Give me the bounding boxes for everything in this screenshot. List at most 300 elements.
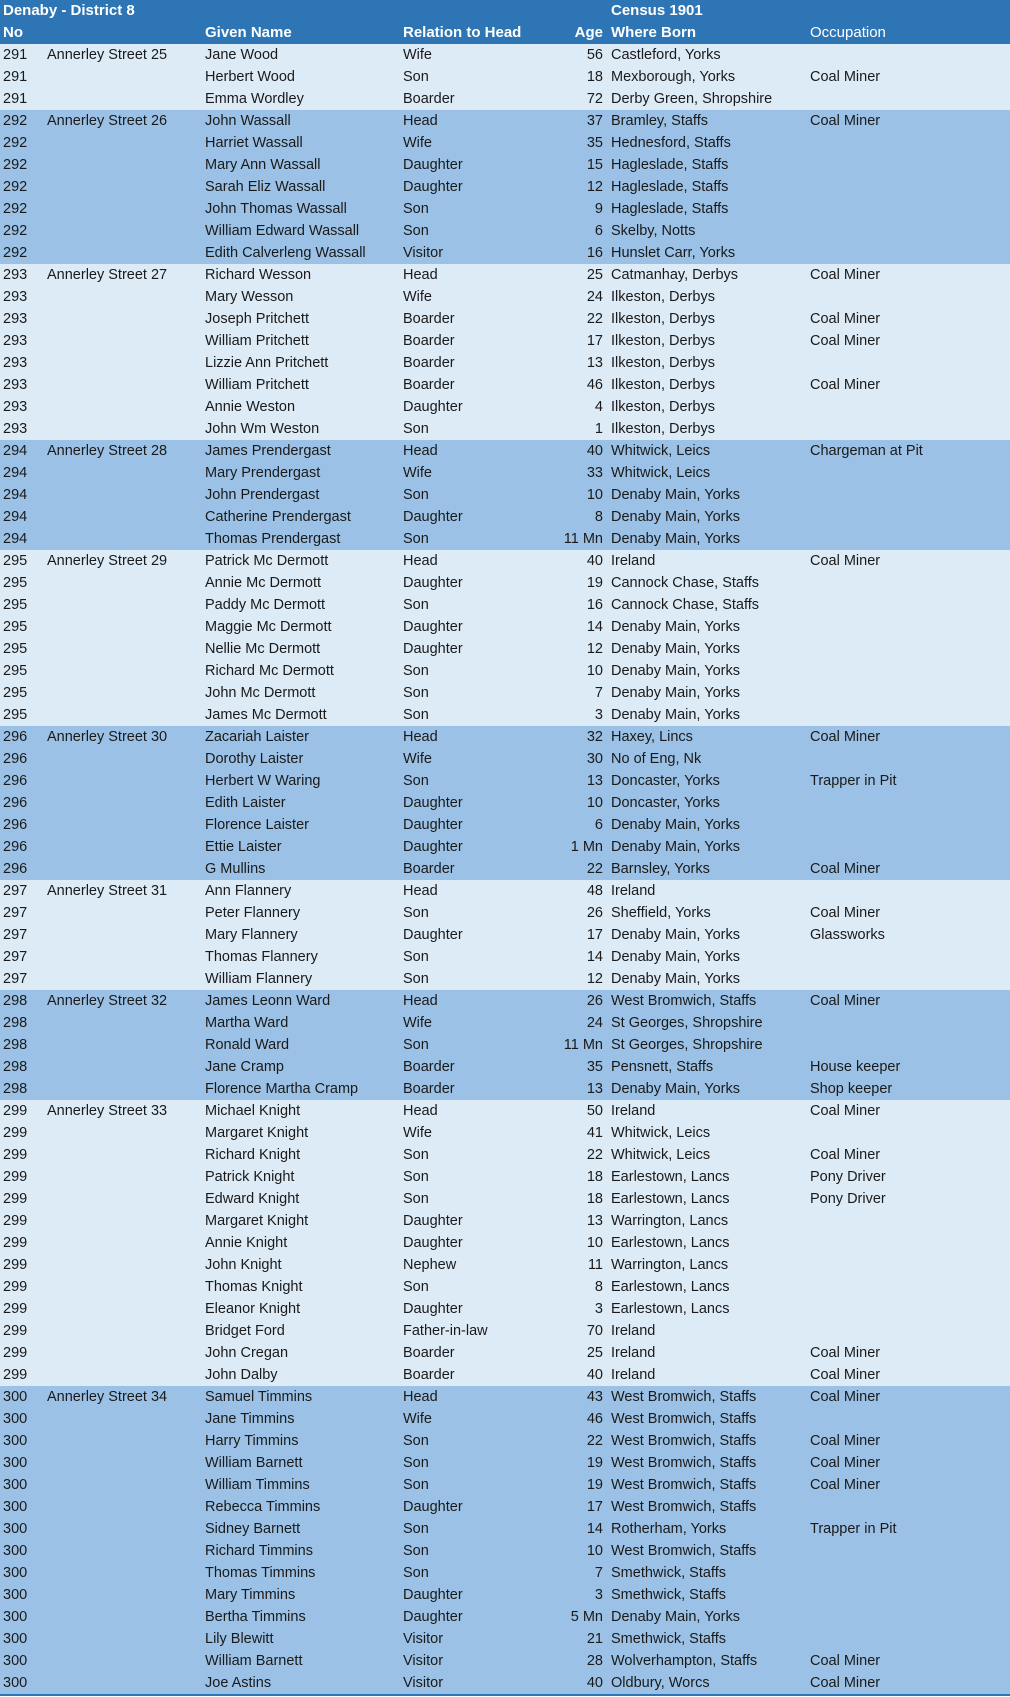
cell-no[interactable]: 298 — [3, 1059, 28, 1075]
cell-address[interactable] — [47, 1078, 205, 1100]
cell-address[interactable] — [47, 1122, 205, 1144]
cell-no[interactable]: 299 — [3, 1257, 28, 1273]
cell-occupation[interactable] — [810, 418, 1010, 440]
cell-address[interactable] — [47, 528, 205, 550]
cell-age[interactable]: 46 — [586, 377, 603, 393]
cell-given-name[interactable]: Nellie Mc Dermott — [205, 641, 321, 657]
cell-given-name[interactable]: James Prendergast — [205, 443, 331, 459]
cell-occupation[interactable] — [810, 1606, 1010, 1628]
cell-occupation[interactable] — [810, 506, 1010, 528]
cell-where-born[interactable]: St Georges, Shropshire — [611, 1037, 763, 1053]
cell-where-born[interactable]: West Bromwich, Staffs — [611, 1433, 757, 1449]
cell-relation[interactable]: Head — [403, 267, 438, 283]
cell-where-born[interactable]: West Bromwich, Staffs — [611, 993, 757, 1009]
cell-relation[interactable]: Daughter — [403, 839, 463, 855]
cell-given-name[interactable]: Richard Mc Dermott — [205, 663, 334, 679]
cell-where-born[interactable]: Bramley, Staffs — [611, 113, 708, 129]
cell-relation[interactable]: Father-in-law — [403, 1323, 488, 1339]
cell-address[interactable] — [47, 682, 205, 704]
cell-occupation[interactable] — [810, 880, 1010, 902]
col-header-given-name[interactable]: Given Name — [205, 24, 292, 41]
cell-occupation[interactable] — [810, 176, 1010, 198]
cell-given-name[interactable]: Thomas Knight — [205, 1279, 303, 1295]
cell-relation[interactable]: Boarder — [403, 1059, 455, 1075]
cell-relation[interactable]: Wife — [403, 465, 432, 481]
cell-relation[interactable]: Daughter — [403, 927, 463, 943]
cell-no[interactable]: 295 — [3, 575, 28, 591]
cell-where-born[interactable]: Ireland — [611, 553, 656, 569]
cell-relation[interactable]: Nephew — [403, 1257, 457, 1273]
cell-occupation[interactable]: Coal Miner — [810, 905, 881, 921]
cell-no[interactable]: 292 — [3, 245, 28, 261]
cell-given-name[interactable]: G Mullins — [205, 861, 266, 877]
cell-relation[interactable]: Son — [403, 1169, 429, 1185]
cell-age[interactable]: 14 — [586, 619, 603, 635]
cell-address[interactable] — [47, 1496, 205, 1518]
cell-age[interactable]: 1 — [594, 421, 603, 437]
cell-where-born[interactable]: Sheffield, Yorks — [611, 905, 711, 921]
cell-relation[interactable]: Visitor — [403, 1675, 444, 1691]
cell-given-name[interactable]: Margaret Knight — [205, 1125, 309, 1141]
cell-relation[interactable]: Head — [403, 113, 438, 129]
cell-relation[interactable]: Son — [403, 1477, 429, 1493]
cell-no[interactable]: 300 — [3, 1521, 28, 1537]
cell-occupation[interactable] — [810, 638, 1010, 660]
cell-relation[interactable]: Boarder — [403, 355, 455, 371]
cell-age[interactable]: 17 — [586, 1499, 603, 1515]
cell-address[interactable] — [47, 132, 205, 154]
cell-age[interactable]: 4 — [594, 399, 603, 415]
cell-no[interactable]: 293 — [3, 355, 28, 371]
cell-given-name[interactable]: Zacariah Laister — [205, 729, 309, 745]
cell-where-born[interactable]: Ilkeston, Derbys — [611, 377, 715, 393]
cell-address[interactable] — [47, 308, 205, 330]
cell-address[interactable] — [47, 1342, 205, 1364]
cell-relation[interactable]: Daughter — [403, 1609, 463, 1625]
cell-no[interactable]: 300 — [3, 1653, 28, 1669]
cell-address[interactable] — [47, 902, 205, 924]
cell-address[interactable] — [47, 154, 205, 176]
cell-where-born[interactable]: Denaby Main, Yorks — [611, 641, 740, 657]
cell-occupation[interactable] — [810, 484, 1010, 506]
cell-where-born[interactable]: Earlestown, Lancs — [611, 1191, 730, 1207]
cell-no[interactable]: 295 — [3, 707, 28, 723]
cell-no[interactable]: 300 — [3, 1499, 28, 1515]
cell-given-name[interactable]: Edith Laister — [205, 795, 286, 811]
cell-no[interactable]: 293 — [3, 399, 28, 415]
cell-no[interactable]: 299 — [3, 1235, 28, 1251]
cell-relation[interactable]: Daughter — [403, 399, 463, 415]
cell-where-born[interactable]: Denaby Main, Yorks — [611, 1609, 740, 1625]
cell-occupation[interactable] — [810, 1012, 1010, 1034]
cell-occupation[interactable]: Coal Miner — [810, 553, 881, 569]
cell-where-born[interactable]: Smethwick, Staffs — [611, 1587, 726, 1603]
cell-given-name[interactable]: Florence Martha Cramp — [205, 1081, 359, 1097]
cell-where-born[interactable]: Hednesford, Staffs — [611, 135, 731, 151]
cell-where-born[interactable]: Denaby Main, Yorks — [611, 531, 740, 547]
cell-age[interactable]: 30 — [586, 751, 603, 767]
cell-relation[interactable]: Boarder — [403, 1367, 455, 1383]
cell-no[interactable]: 296 — [3, 817, 28, 833]
cell-age[interactable]: 13 — [586, 1081, 603, 1097]
cell-relation[interactable]: Head — [403, 993, 438, 1009]
cell-age[interactable]: 18 — [586, 1191, 603, 1207]
cell-relation[interactable]: Wife — [403, 135, 432, 151]
cell-given-name[interactable]: Patrick Mc Dermott — [205, 553, 329, 569]
cell-given-name[interactable]: John Knight — [205, 1257, 282, 1273]
cell-relation[interactable]: Boarder — [403, 1081, 455, 1097]
cell-where-born[interactable]: Warrington, Lancs — [611, 1257, 729, 1273]
cell-age[interactable]: 12 — [586, 179, 603, 195]
cell-no[interactable]: 294 — [3, 509, 28, 525]
cell-given-name[interactable]: Mary Flannery — [205, 927, 298, 943]
cell-address[interactable] — [47, 176, 205, 198]
cell-age[interactable]: 11 Mn — [563, 1037, 603, 1053]
cell-address[interactable] — [47, 1144, 205, 1166]
cell-address[interactable] — [47, 1034, 205, 1056]
cell-relation[interactable]: Boarder — [403, 861, 455, 877]
cell-occupation[interactable] — [810, 836, 1010, 858]
cell-address[interactable] — [47, 1518, 205, 1540]
cell-given-name[interactable]: Annie Weston — [205, 399, 296, 415]
cell-address[interactable]: Annerley Street 28 — [47, 443, 168, 459]
cell-no[interactable]: 294 — [3, 531, 28, 547]
cell-given-name[interactable]: Herbert W Waring — [205, 773, 321, 789]
cell-given-name[interactable]: Jane Timmins — [205, 1411, 295, 1427]
cell-age[interactable]: 19 — [586, 575, 603, 591]
cell-relation[interactable]: Son — [403, 1565, 429, 1581]
cell-address[interactable] — [47, 836, 205, 858]
cell-no[interactable]: 300 — [3, 1675, 28, 1691]
cell-age[interactable]: 7 — [594, 685, 603, 701]
cell-address[interactable] — [47, 1452, 205, 1474]
cell-occupation[interactable] — [810, 1276, 1010, 1298]
cell-no[interactable]: 299 — [3, 1345, 28, 1361]
cell-relation[interactable]: Boarder — [403, 377, 455, 393]
cell-relation[interactable]: Boarder — [403, 333, 455, 349]
cell-occupation[interactable] — [810, 704, 1010, 726]
cell-no[interactable]: 299 — [3, 1125, 28, 1141]
cell-where-born[interactable]: Denaby Main, Yorks — [611, 685, 740, 701]
cell-address[interactable]: Annerley Street 25 — [47, 47, 168, 63]
cell-occupation[interactable] — [810, 1298, 1010, 1320]
cell-given-name[interactable]: William Barnett — [205, 1653, 303, 1669]
cell-no[interactable]: 295 — [3, 597, 28, 613]
cell-where-born[interactable]: Haxey, Lincs — [611, 729, 693, 745]
cell-no[interactable]: 292 — [3, 135, 28, 151]
cell-given-name[interactable]: William Barnett — [205, 1455, 303, 1471]
cell-no[interactable]: 293 — [3, 267, 28, 283]
cell-relation[interactable]: Boarder — [403, 91, 455, 107]
cell-given-name[interactable]: John Wassall — [205, 113, 291, 129]
cell-relation[interactable]: Son — [403, 1543, 429, 1559]
cell-age[interactable]: 35 — [586, 1059, 603, 1075]
cell-address[interactable] — [47, 660, 205, 682]
cell-relation[interactable]: Daughter — [403, 1235, 463, 1251]
cell-occupation[interactable] — [810, 132, 1010, 154]
cell-relation[interactable]: Son — [403, 1455, 429, 1471]
cell-relation[interactable]: Visitor — [403, 245, 444, 261]
cell-given-name[interactable]: James Mc Dermott — [205, 707, 327, 723]
cell-given-name[interactable]: Martha Ward — [205, 1015, 289, 1031]
cell-age[interactable]: 5 Mn — [570, 1609, 603, 1625]
cell-where-born[interactable]: Denaby Main, Yorks — [611, 971, 740, 987]
cell-occupation[interactable]: Pony Driver — [810, 1191, 886, 1207]
cell-occupation[interactable]: Coal Miner — [810, 1477, 881, 1493]
cell-age[interactable]: 26 — [586, 993, 603, 1009]
cell-age[interactable]: 11 — [587, 1257, 603, 1273]
cell-age[interactable]: 13 — [586, 773, 603, 789]
cell-no[interactable]: 299 — [3, 1147, 28, 1163]
cell-address[interactable] — [47, 748, 205, 770]
cell-relation[interactable]: Daughter — [403, 1301, 463, 1317]
cell-given-name[interactable]: Mary Prendergast — [205, 465, 321, 481]
cell-given-name[interactable]: Thomas Flannery — [205, 949, 318, 965]
cell-age[interactable]: 40 — [586, 1675, 603, 1691]
cell-occupation[interactable]: Coal Miner — [810, 333, 881, 349]
cell-no[interactable]: 299 — [3, 1213, 28, 1229]
cell-address[interactable] — [47, 792, 205, 814]
cell-age[interactable]: 14 — [586, 1521, 603, 1537]
cell-given-name[interactable]: Joseph Pritchett — [205, 311, 309, 327]
cell-where-born[interactable]: Denaby Main, Yorks — [611, 1081, 740, 1097]
cell-occupation[interactable] — [810, 462, 1010, 484]
cell-given-name[interactable]: Richard Knight — [205, 1147, 301, 1163]
cell-no[interactable]: 294 — [3, 487, 28, 503]
cell-occupation[interactable] — [810, 748, 1010, 770]
cell-address[interactable] — [47, 330, 205, 352]
cell-relation[interactable]: Son — [403, 971, 429, 987]
cell-no[interactable]: 298 — [3, 1081, 28, 1097]
cell-occupation[interactable]: Coal Miner — [810, 1367, 881, 1383]
cell-address[interactable] — [47, 352, 205, 374]
cell-relation[interactable]: Wife — [403, 1411, 432, 1427]
col-header-relation[interactable]: Relation to Head — [403, 24, 522, 41]
cell-age[interactable]: 15 — [586, 157, 603, 173]
cell-occupation[interactable] — [810, 814, 1010, 836]
cell-no[interactable]: 295 — [3, 553, 28, 569]
cell-address[interactable]: Annerley Street 30 — [47, 729, 168, 745]
cell-address[interactable] — [47, 1320, 205, 1342]
cell-no[interactable]: 300 — [3, 1433, 28, 1449]
cell-where-born[interactable]: Hagleslade, Staffs — [611, 201, 729, 217]
cell-age[interactable]: 18 — [586, 69, 603, 85]
cell-relation[interactable]: Son — [403, 201, 429, 217]
cell-given-name[interactable]: Samuel Timmins — [205, 1389, 313, 1405]
cell-age[interactable]: 16 — [586, 597, 603, 613]
cell-where-born[interactable]: Hagleslade, Staffs — [611, 179, 729, 195]
cell-address[interactable] — [47, 198, 205, 220]
cell-relation[interactable]: Son — [403, 949, 429, 965]
cell-where-born[interactable]: Denaby Main, Yorks — [611, 949, 740, 965]
cell-no[interactable]: 298 — [3, 1037, 28, 1053]
cell-given-name[interactable]: John Prendergast — [205, 487, 320, 503]
cell-where-born[interactable]: Cannock Chase, Staffs — [611, 575, 760, 591]
cell-age[interactable]: 3 — [594, 1587, 603, 1603]
cell-no[interactable]: 300 — [3, 1609, 28, 1625]
cell-given-name[interactable]: Edward Knight — [205, 1191, 300, 1207]
cell-where-born[interactable]: Denaby Main, Yorks — [611, 619, 740, 635]
cell-given-name[interactable]: Harriet Wassall — [205, 135, 303, 151]
cell-relation[interactable]: Visitor — [403, 1653, 444, 1669]
cell-age[interactable]: 50 — [586, 1103, 603, 1119]
cell-where-born[interactable]: Hagleslade, Staffs — [611, 157, 729, 173]
cell-where-born[interactable]: Ilkeston, Derbys — [611, 311, 715, 327]
cell-where-born[interactable]: Barnsley, Yorks — [611, 861, 710, 877]
cell-no[interactable]: 297 — [3, 905, 28, 921]
cell-age[interactable]: 10 — [586, 1235, 603, 1251]
cell-no[interactable]: 295 — [3, 619, 28, 635]
cell-where-born[interactable]: Ilkeston, Derbys — [611, 333, 715, 349]
cell-age[interactable]: 17 — [586, 927, 603, 943]
cell-given-name[interactable]: William Pritchett — [205, 377, 309, 393]
cell-age[interactable]: 13 — [586, 1213, 603, 1229]
cell-no[interactable]: 300 — [3, 1455, 28, 1471]
cell-occupation[interactable] — [810, 968, 1010, 990]
cell-address[interactable] — [47, 1584, 205, 1606]
cell-address[interactable]: Annerley Street 34 — [47, 1389, 168, 1405]
cell-given-name[interactable]: Florence Laister — [205, 817, 309, 833]
cell-address[interactable] — [47, 1254, 205, 1276]
cell-no[interactable]: 298 — [3, 993, 28, 1009]
cell-no[interactable]: 296 — [3, 861, 28, 877]
cell-relation[interactable]: Head — [403, 1389, 438, 1405]
cell-where-born[interactable]: Smethwick, Staffs — [611, 1565, 726, 1581]
cell-age[interactable]: 22 — [586, 1433, 603, 1449]
cell-no[interactable]: 293 — [3, 311, 28, 327]
cell-where-born[interactable]: St Georges, Shropshire — [611, 1015, 763, 1031]
cell-age[interactable]: 7 — [594, 1565, 603, 1581]
cell-no[interactable]: 297 — [3, 927, 28, 943]
cell-address[interactable] — [47, 594, 205, 616]
cell-where-born[interactable]: Smethwick, Staffs — [611, 1631, 726, 1647]
cell-occupation[interactable]: Coal Miner — [810, 1653, 881, 1669]
cell-address[interactable] — [47, 506, 205, 528]
cell-where-born[interactable]: Whitwick, Leics — [611, 443, 711, 459]
cell-no[interactable]: 300 — [3, 1587, 28, 1603]
cell-given-name[interactable]: Ettie Laister — [205, 839, 282, 855]
cell-occupation[interactable]: Coal Miner — [810, 377, 881, 393]
cell-occupation[interactable] — [810, 1496, 1010, 1518]
cell-occupation[interactable]: Chargeman at Pit — [810, 443, 923, 459]
cell-given-name[interactable]: John Cregan — [205, 1345, 289, 1361]
cell-age[interactable]: 10 — [586, 1543, 603, 1559]
cell-age[interactable]: 28 — [586, 1653, 603, 1669]
cell-no[interactable]: 295 — [3, 685, 28, 701]
cell-address[interactable] — [47, 242, 205, 264]
cell-age[interactable]: 10 — [586, 663, 603, 679]
cell-occupation[interactable]: Coal Miner — [810, 993, 881, 1009]
cell-age[interactable]: 12 — [586, 641, 603, 657]
cell-where-born[interactable]: Cannock Chase, Staffs — [611, 597, 760, 613]
col-header-age[interactable]: Age — [574, 24, 603, 41]
cell-relation[interactable]: Boarder — [403, 311, 455, 327]
cell-address[interactable] — [47, 1562, 205, 1584]
cell-no[interactable]: 296 — [3, 751, 28, 767]
cell-where-born[interactable]: Pensnett, Staffs — [611, 1059, 714, 1075]
cell-address[interactable] — [47, 1474, 205, 1496]
cell-given-name[interactable]: John Mc Dermott — [205, 685, 316, 701]
cell-occupation[interactable]: Shop keeper — [810, 1081, 893, 1097]
cell-no[interactable]: 299 — [3, 1279, 28, 1295]
cell-no[interactable]: 299 — [3, 1323, 28, 1339]
cell-address[interactable] — [47, 418, 205, 440]
cell-occupation[interactable] — [810, 286, 1010, 308]
cell-where-born[interactable]: Earlestown, Lancs — [611, 1279, 730, 1295]
cell-given-name[interactable]: Margaret Knight — [205, 1213, 309, 1229]
cell-occupation[interactable] — [810, 396, 1010, 418]
cell-occupation[interactable]: Coal Miner — [810, 1389, 881, 1405]
cell-given-name[interactable]: Thomas Timmins — [205, 1565, 316, 1581]
cell-given-name[interactable]: Michael Knight — [205, 1103, 301, 1119]
cell-where-born[interactable]: Doncaster, Yorks — [611, 795, 720, 811]
cell-where-born[interactable]: Earlestown, Lancs — [611, 1169, 730, 1185]
cell-given-name[interactable]: Emma Wordley — [205, 91, 304, 107]
cell-age[interactable]: 21 — [586, 1631, 603, 1647]
cell-given-name[interactable]: John Thomas Wassall — [205, 201, 347, 217]
cell-age[interactable]: 17 — [586, 333, 603, 349]
cell-age[interactable]: 13 — [586, 355, 603, 371]
cell-address[interactable]: Annerley Street 33 — [47, 1103, 168, 1119]
cell-age[interactable]: 24 — [586, 1015, 603, 1031]
cell-no[interactable]: 291 — [3, 91, 28, 107]
cell-age[interactable]: 48 — [586, 883, 603, 899]
cell-given-name[interactable]: Edith Calverleng Wassall — [205, 245, 366, 261]
cell-age[interactable]: 16 — [586, 245, 603, 261]
cell-relation[interactable]: Son — [403, 421, 429, 437]
cell-where-born[interactable]: Ireland — [611, 883, 656, 899]
cell-given-name[interactable]: Mary Timmins — [205, 1587, 296, 1603]
cell-address[interactable]: Annerley Street 26 — [47, 113, 168, 129]
cell-occupation[interactable]: Trapper in Pit — [810, 773, 897, 789]
cell-where-born[interactable]: Denaby Main, Yorks — [611, 509, 740, 525]
cell-age[interactable]: 24 — [586, 289, 603, 305]
cell-no[interactable]: 296 — [3, 839, 28, 855]
cell-relation[interactable]: Son — [403, 1147, 429, 1163]
cell-occupation[interactable] — [810, 242, 1010, 264]
cell-no[interactable]: 292 — [3, 113, 28, 129]
cell-where-born[interactable]: Denaby Main, Yorks — [611, 487, 740, 503]
cell-relation[interactable]: Wife — [403, 289, 432, 305]
cell-occupation[interactable] — [810, 220, 1010, 242]
cell-age[interactable]: 12 — [586, 971, 603, 987]
cell-age[interactable]: 32 — [586, 729, 603, 745]
cell-age[interactable]: 10 — [586, 487, 603, 503]
cell-no[interactable]: 292 — [3, 223, 28, 239]
cell-no[interactable]: 300 — [3, 1631, 28, 1647]
cell-address[interactable] — [47, 484, 205, 506]
cell-no[interactable]: 292 — [3, 201, 28, 217]
cell-where-born[interactable]: Oldbury, Worcs — [611, 1675, 710, 1691]
cell-occupation[interactable] — [810, 594, 1010, 616]
cell-age[interactable]: 33 — [586, 465, 603, 481]
cell-relation[interactable]: Daughter — [403, 575, 463, 591]
cell-given-name[interactable]: Lily Blewitt — [205, 1631, 274, 1647]
cell-where-born[interactable]: Whitwick, Leics — [611, 465, 711, 481]
cell-age[interactable]: 6 — [594, 817, 603, 833]
cell-given-name[interactable]: Sidney Barnett — [205, 1521, 301, 1537]
cell-address[interactable] — [47, 286, 205, 308]
cell-address[interactable] — [47, 858, 205, 880]
cell-address[interactable] — [47, 1672, 205, 1694]
cell-occupation[interactable] — [810, 44, 1010, 66]
cell-given-name[interactable]: Ann Flannery — [205, 883, 292, 899]
cell-occupation[interactable]: Coal Miner — [810, 729, 881, 745]
cell-relation[interactable]: Daughter — [403, 1499, 463, 1515]
cell-where-born[interactable]: Whitwick, Leics — [611, 1125, 711, 1141]
cell-relation[interactable]: Son — [403, 487, 429, 503]
cell-age[interactable]: 56 — [586, 47, 603, 63]
